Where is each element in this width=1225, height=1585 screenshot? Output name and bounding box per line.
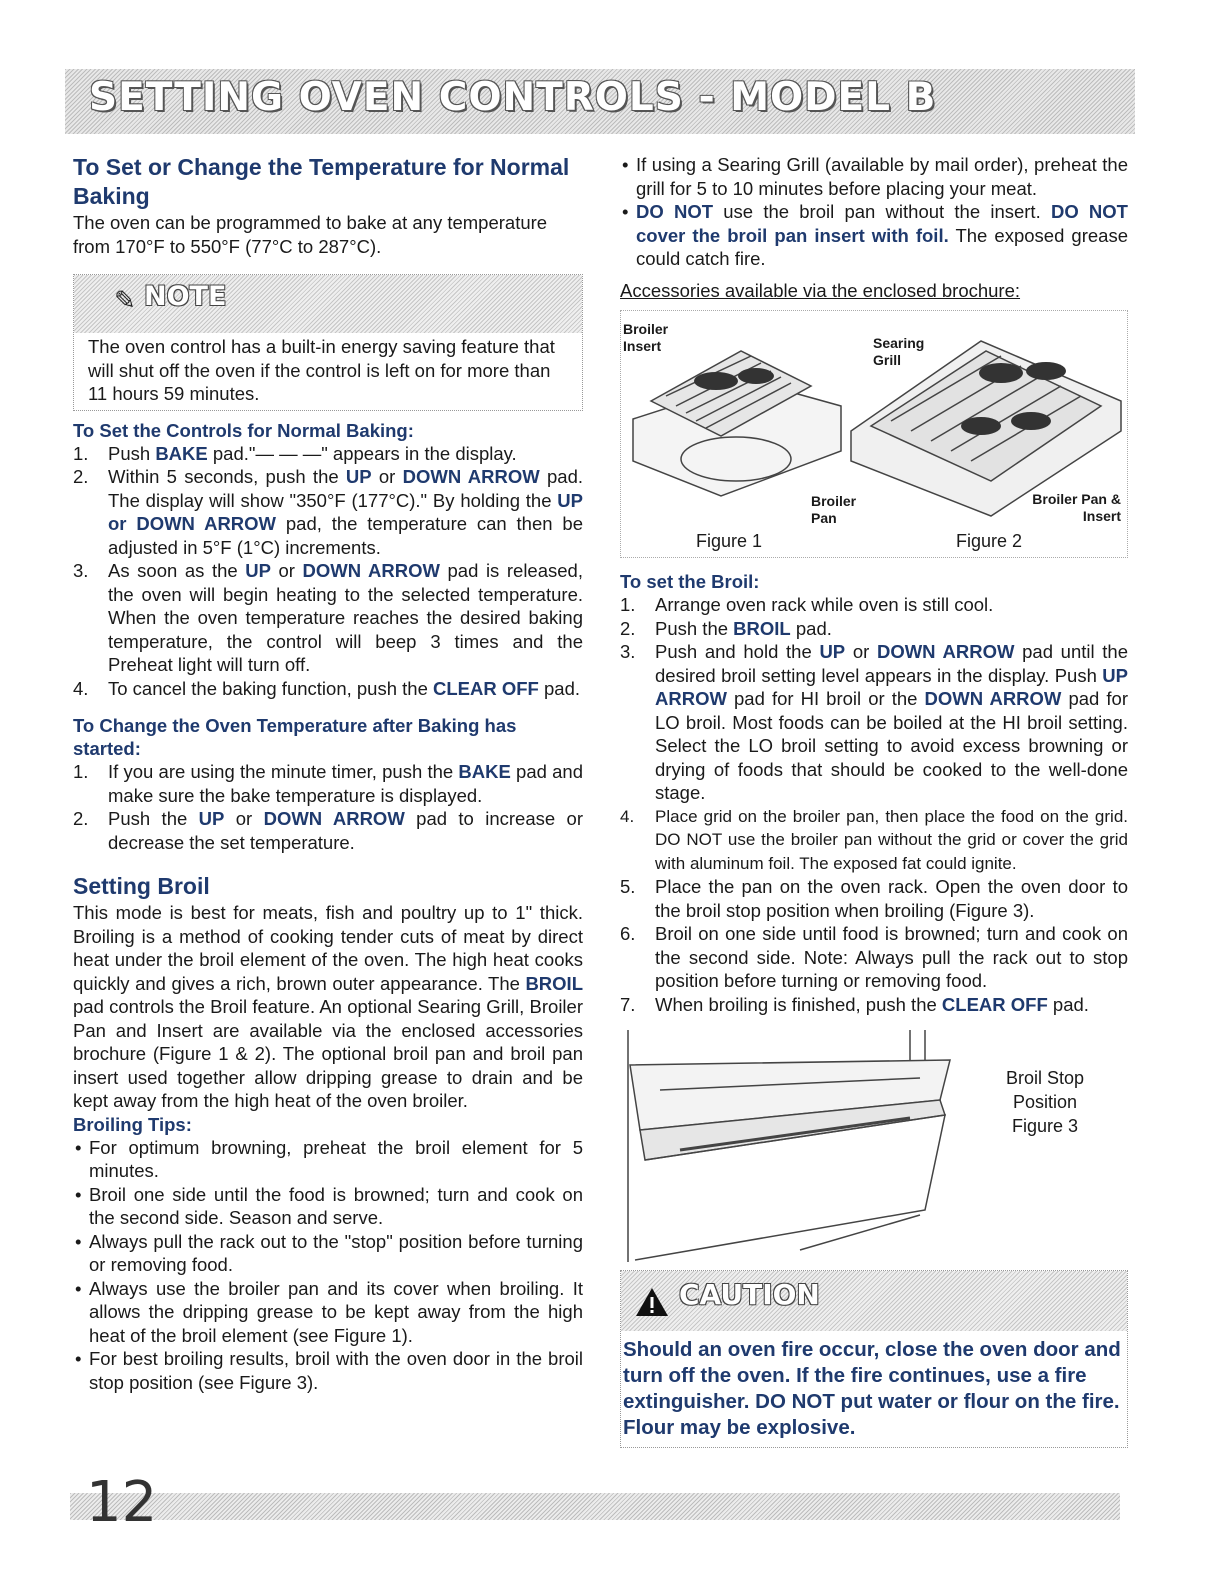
step-bold: UP (345, 466, 372, 487)
step-text: Place the pan on the oven rack. Open the oven door to the broil stop position when broiling (Figure 3). (655, 876, 1128, 921)
page-title: SETTING OVEN CONTROLS - MODEL B (89, 75, 937, 120)
left-column (73, 153, 583, 1394)
figure3-line3: Figure 3 (1011, 1116, 1079, 1136)
step-text: When broiling is finished, push the (655, 993, 942, 1015)
page-header-banner (65, 69, 1135, 134)
list-item (620, 993, 1128, 1017)
tip-text: The exposed grease could catch fire. (636, 224, 1128, 269)
note-text: The oven control has a built-in energy saving feature that will shut off the oven if the control is left on for more than 11 hours 59 minutes. (88, 336, 555, 404)
step-number: 3. (620, 641, 636, 662)
step-text: Place grid on the broiler pan, then place the food on the grid. DO NOT use the broiler pan without the grid or cover the grid with aluminum foil. The exposed fat could ignite. (655, 806, 1128, 873)
figure3-line1: Broil Stop (1005, 1068, 1085, 1088)
figure2-caption: Figure 2 (956, 531, 1023, 551)
list-item (73, 760, 583, 807)
broil-bold: BROIL (525, 972, 583, 994)
list-item (73, 807, 583, 854)
step-number: 2. (620, 617, 636, 639)
figure1-caption: Figure 1 (696, 531, 763, 551)
list-item: • Always pull the rack out to the "stop" position before turning or removing food. (73, 1230, 583, 1277)
step-bold: DOWN ARROW (402, 466, 540, 487)
step-number: 4. (73, 677, 89, 699)
step-text: pad. The display will show "350°F (177°C)." By holding the (108, 466, 583, 511)
step-text: As soon as the (108, 560, 246, 581)
set-broil-heading: To set the Broil: (620, 571, 760, 592)
set-controls-heading: To Set the Controls for Normal Baking: (73, 419, 414, 441)
searing-grill-label: Searing Grill (873, 335, 925, 368)
figure3-line2: Position (1012, 1092, 1078, 1112)
list-item (73, 677, 583, 701)
list-item (620, 640, 1128, 805)
step-number: 2. (73, 466, 89, 487)
step-text: Push the (108, 808, 199, 829)
list-item: • If using a Searing Grill (available by mail order), preheat the grill for 5 to 10 minutes before placing your meat. (620, 153, 1128, 200)
tip-bold: DO NOT (636, 201, 714, 222)
note-header (74, 275, 582, 333)
set-broil-list (620, 593, 1128, 1016)
step-text: or (845, 641, 877, 662)
step-text: pad. (538, 677, 581, 699)
step-text: pad for LO broil. Most foods can be boiled at the HI broil setting. Select the LO broil setting to avoid excess browning or drying of foods that should be cooked to the well-done stage. (655, 688, 1128, 803)
broiling-tips-heading: Broiling Tips: (73, 1113, 192, 1135)
temp-section-intro: The oven can be programmed to bake at any temperature from 170°F to 550°F (77°C to 287°C). (73, 212, 548, 257)
caution-label: CAUTION (679, 1278, 820, 1311)
broil-description (73, 901, 583, 1113)
broiler-pan-label: Broiler Pan (811, 493, 857, 526)
step-number: 3. (73, 560, 89, 581)
pen-note-icon: ✎ (114, 285, 136, 315)
step-text: or (371, 466, 403, 487)
list-item (620, 593, 1128, 617)
change-temp-heading: To Change the Oven Temperature after Baking has started: (73, 715, 517, 759)
warning-triangle-icon (635, 1287, 669, 1317)
list-item: • For optimum browning, preheat the broil element for 5 minutes. (73, 1136, 583, 1183)
step-number: 4. (620, 806, 635, 826)
change-temp-list (73, 760, 583, 854)
tip-bold: DO NOT cover the broil pan insert with foil. (636, 201, 1128, 246)
step-bold: CLEAR OFF (941, 993, 1048, 1015)
list-item: • For best broiling results, broil with the oven door in the broil stop position (see Figure 3). (73, 1347, 583, 1394)
step-bold: UP (245, 560, 271, 581)
step-text: Broil on one side until food is browned; turn and cook on the second side. Note: Always pull the rack out to stop position before turning or removing food. (655, 923, 1128, 991)
step-number: 1. (620, 594, 636, 615)
list-item (620, 922, 1128, 993)
step-bold: CLEAR OFF (433, 677, 539, 699)
step-text: pad. (790, 617, 832, 639)
accessories-figure (620, 310, 1128, 558)
page-number: 12 (86, 1470, 158, 1535)
step-number: 1. (73, 442, 89, 464)
step-text: pad to increase or decrease the set temperature. (108, 808, 583, 853)
step-text: pad until the desired broil setting level appears in the display. Push (655, 641, 1128, 686)
step-bold: BROIL (733, 617, 791, 639)
right-tips-list (620, 153, 1128, 271)
list-item: • Always use the broiler pan and its cover when broiling. It allows the dripping grease to be kept away from the high heat of the broil element (see Figure 1). (73, 1277, 583, 1348)
list-item (73, 465, 583, 559)
step-bold: DOWN ARROW (263, 808, 405, 829)
list-item (620, 805, 1128, 876)
list-item (620, 875, 1128, 922)
step-bold: UP (819, 641, 846, 662)
list-item (620, 200, 1128, 271)
right-column (620, 153, 1128, 1448)
list-item: • Broil one side until the food is browned; turn and cook on the second side. Season and serve. (73, 1183, 583, 1230)
figure3-caption (1000, 1066, 1090, 1138)
broil-text: pad controls the Broil feature. An optional Searing Grill, Broiler Pan and Insert are available via the enclosed accessories brochure (Figure 1 & 2). The optional broil pan and broil pan insert used together allow dripping grease to drain and be kept away from the high heat of the oven broiler. (73, 996, 583, 1111)
step-bold: DOWN ARROW (924, 688, 1062, 709)
step-text: pad for HI broil or the (726, 688, 925, 709)
broil-heading: Setting Broil (73, 873, 210, 899)
page-footer-bar (70, 1493, 1120, 1520)
list-item (73, 442, 583, 466)
step-text: or (270, 560, 303, 581)
step-bold: DOWN ARROW (302, 560, 440, 581)
note-label: NOTE (144, 281, 227, 312)
set-controls-list (73, 442, 583, 701)
step-text: pad and make sure the bake temperature is displayed. (108, 761, 584, 806)
step-number: 7. (620, 993, 636, 1015)
broiling-tips-list (73, 1136, 583, 1395)
step-text: pad, the temperature can then be adjusted in 5°F (1°C) increments. (108, 513, 583, 558)
step-text: Push and hold the (655, 641, 820, 662)
accessories-link[interactable]: Accessories available via the enclosed brochure: (620, 279, 1021, 301)
step-text: If you are using the minute timer, push the (108, 761, 459, 782)
step-bold: DOWN ARROW (876, 641, 1015, 662)
caution-text: Should an oven fire occur, close the oven door and turn off the oven. If the fire continues, use a fire extinguisher. DO NOT put water or flour on the fire. Flour may be explosive. (623, 1338, 1121, 1439)
step-text: To cancel the baking function, push the (108, 677, 433, 699)
list-item (73, 559, 583, 677)
caution-box (620, 1270, 1128, 1448)
note-box (73, 274, 583, 411)
step-text: pad. (1047, 993, 1089, 1015)
temp-section-heading: To Set or Change the Temperature for Normal Baking (73, 154, 570, 209)
caution-header (621, 1271, 1127, 1331)
step-text: Arrange oven rack while oven is still cool. (655, 594, 994, 615)
list-item (620, 617, 1128, 641)
step-number: 5. (620, 876, 636, 897)
step-text: or (224, 808, 264, 829)
tip-text: use the broil pan without the insert. (713, 201, 1051, 222)
step-number: 6. (620, 923, 636, 944)
step-bold: UP ARROW (655, 664, 1128, 709)
step-bold: UP or DOWN ARROW (108, 489, 583, 534)
step-number: 2. (73, 808, 89, 829)
figure3-area (620, 1030, 1128, 1262)
step-bold: BAKE (458, 761, 511, 782)
step-bold: BAKE (155, 442, 208, 464)
step-number: 1. (73, 761, 89, 782)
broil-text: This mode is best for meats, fish and poultry up to 1" thick. Broiling is a method of cooking tender cuts of meat by direct heat under the broil element of the oven. The high heat cooks quickly and gives a rich, brown outer appearance. The (73, 902, 583, 994)
step-text: pad is released, the oven will begin heating to the selected temperature. When the oven temperature reaches the desired baking temperature, the control will beep 3 times and the Preheat light will turn off. (108, 560, 583, 675)
step-text: Push (108, 442, 156, 464)
broiler-pan-insert-label: Broiler Pan & Insert (1032, 491, 1121, 524)
broiler-insert-label: Broiler Insert (623, 321, 669, 354)
step-text: Push the (655, 617, 734, 639)
step-text: Within 5 seconds, push the (108, 466, 346, 487)
step-text: pad."— — —" appears in the display. (207, 442, 517, 464)
oven-door-illustration (620, 1030, 980, 1262)
step-bold: UP (198, 808, 225, 829)
